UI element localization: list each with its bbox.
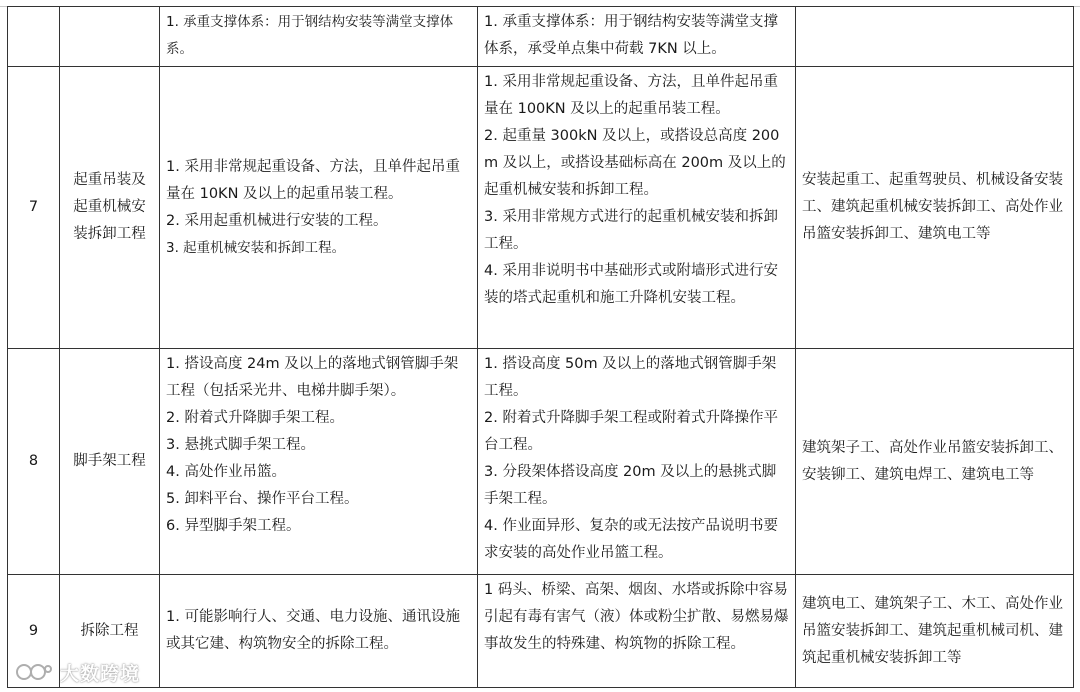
- major-scope-cell: [478, 7, 796, 67]
- list-item: 1. 可能影响行人、交通、电力设施、通讯设施或其它建、构筑物安全的拆除工程。: [166, 609, 460, 652]
- workers-cell: 建筑架子工、高处作业吊篮安装拆卸工、安装铆工、建筑电焊工、建筑电工等: [796, 349, 1074, 575]
- category-cell: [60, 7, 160, 67]
- table-row: [8, 7, 1074, 67]
- major-scope-cell: [478, 67, 796, 349]
- list-item: 2. 起重量 300kN 及以上，或搭设总高度 200m 及以上，或搭设基础标高在 200m 及以上的起重机械安装和拆卸工程。: [484, 128, 786, 198]
- list-item: 3. 悬挑式脚手架工程。: [166, 437, 315, 453]
- list-item: 3. 采用非常规方式进行的起重机械安装和拆卸工程。: [484, 209, 778, 252]
- watermark-text: 大数跨境: [60, 662, 141, 685]
- watermark: [14, 658, 140, 686]
- workers-cell: 安装起重工、起重驾驶员、机械设备安装工、建筑起重机械安装拆卸工、高处作业吊篮安装拆卸工、建筑电工等: [796, 67, 1074, 349]
- scope-cell: [160, 349, 478, 575]
- list-item: 2. 附着式升降脚手架工程或附着式升降操作平台工程。: [484, 410, 778, 453]
- category-cell: [60, 349, 160, 575]
- list-item: 3. 起重机械安装和拆卸工程。: [166, 239, 346, 256]
- list-item: 1 码头、桥梁、高架、烟囱、水塔或拆除中容易引起有毒有害气（液）体或粉尘扩散、易燃易爆事故发生的特殊建、构筑物的拆除工程。: [484, 582, 789, 652]
- list-item: 4. 作业面异形、复杂的或无法按产品说明书要求安装的高处作业吊篮工程。: [484, 518, 778, 561]
- category-line: 起重吊装及: [73, 172, 146, 188]
- scope-cell: [160, 575, 478, 688]
- list-item: 2. 附着式升降脚手架工程。: [166, 410, 344, 426]
- table-row: [8, 575, 1074, 688]
- table-row: [8, 67, 1074, 349]
- list-item: 1. 采用非常规起重设备、方法，且单件起吊重量在 10KN 及以上的起重吊装工程。: [166, 158, 460, 202]
- watermark-logo-icon: [14, 660, 54, 684]
- list-item: 1. 承重支撑体系：用于钢结构安装等满堂支撑体系，承受单点集中荷载 7KN 以上。: [484, 14, 778, 57]
- major-scope-cell: [478, 349, 796, 575]
- list-item: 6. 异型脚手架工程。: [166, 518, 301, 534]
- row-number-cell: 8: [8, 349, 60, 575]
- category-line: 装拆卸工程: [73, 226, 146, 242]
- list-item: 1. 承重支撑体系：用于钢结构安装等满堂支撑体系。: [166, 14, 454, 57]
- category-cell: [60, 67, 160, 349]
- list-item: 3. 分段架体搭设高度 20m 及以上的悬挑式脚手架工程。: [484, 464, 777, 507]
- list-item: 4. 采用非说明书中基础形式或附墙形式进行安装的塔式起重机和施工升降机安装工程。: [484, 263, 778, 306]
- category-line: 脚手架工程: [73, 453, 146, 469]
- scope-cell: [160, 7, 478, 67]
- construction-project-table: [7, 6, 1074, 688]
- list-item: 1. 搭设高度 24m 及以上的落地式钢管脚手架工程（包括采光井、电梯井脚手架）。: [166, 356, 459, 399]
- list-item: 1. 采用非常规起重设备、方法，且单件起吊重量在 100KN 及以上的起重吊装工程。: [484, 74, 778, 117]
- list-item: 2. 采用起重机械进行安装的工程。: [166, 212, 388, 229]
- table-row: [8, 349, 1074, 575]
- row-number-cell: 9: [8, 575, 60, 688]
- major-scope-cell: [478, 575, 796, 688]
- workers-cell: [796, 7, 1074, 67]
- category-line: 起重机械安: [73, 199, 146, 215]
- row-number-cell: 7: [8, 67, 60, 349]
- workers-cell: 建筑电工、建筑架子工、木工、高处作业吊篮安装拆卸工、建筑起重机械司机、建筑起重机械安装拆卸工等: [796, 575, 1074, 688]
- list-item: 5. 卸料平台、操作平台工程。: [166, 491, 359, 507]
- list-item: 4. 高处作业吊篮。: [166, 464, 286, 480]
- scope-cell: [160, 67, 478, 349]
- row-number-cell: [8, 7, 60, 67]
- list-item: 1. 搭设高度 50m 及以上的落地式钢管脚手架工程。: [484, 356, 777, 399]
- category-line: 拆除工程: [80, 622, 139, 639]
